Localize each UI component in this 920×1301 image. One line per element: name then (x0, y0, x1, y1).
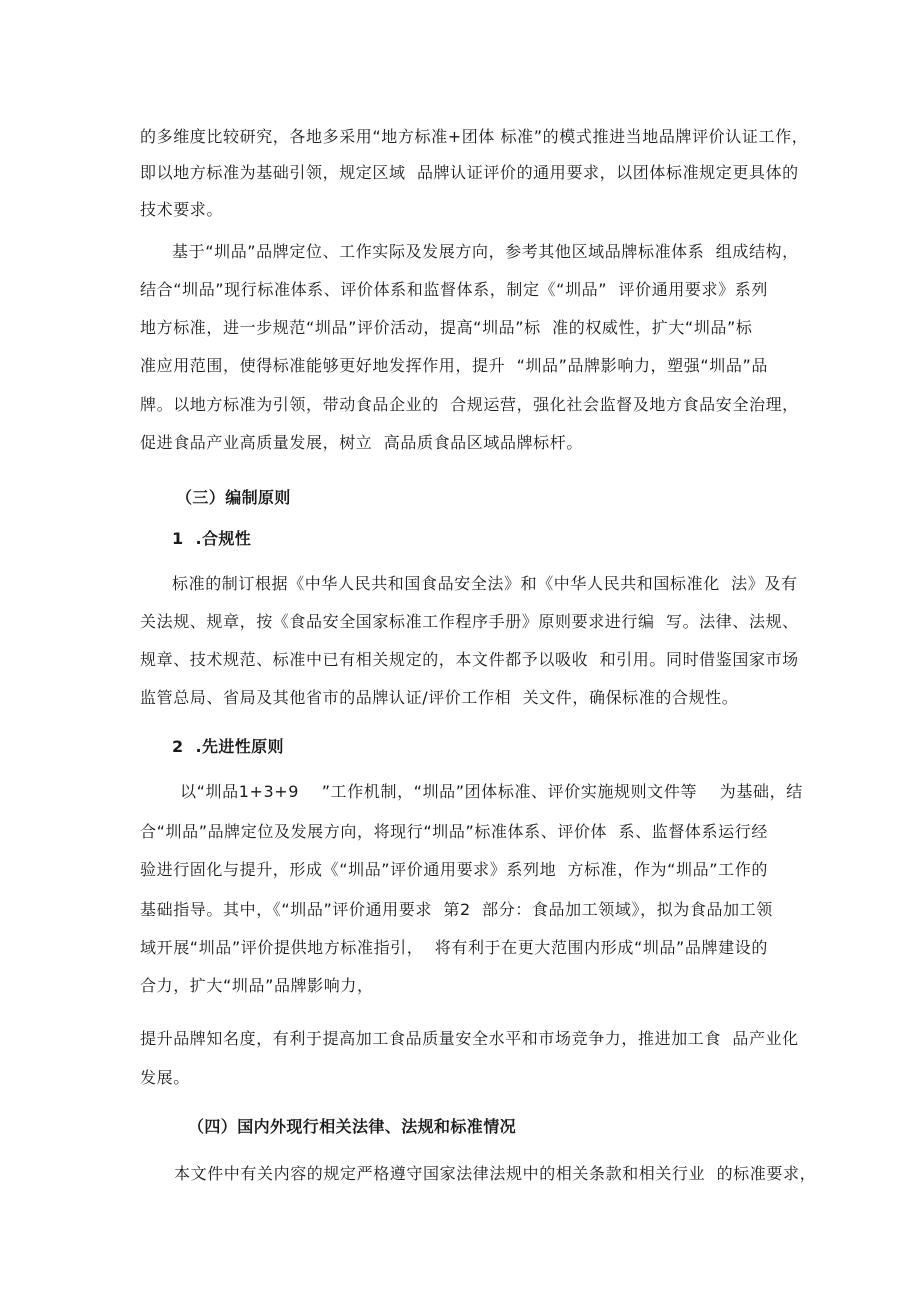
paragraph-line: 促进食品产业高质量发展，树立 高品质食品区域品牌标杆。 (140, 433, 583, 452)
subsection-heading: 2 .先进性原则 (172, 737, 284, 756)
paragraph-line: 监管总局、省局及其他省市的品牌认证/评价工作相 关文件，确保标准的合规性。 (140, 688, 739, 707)
paragraph-line: 的多维度比较研究，各地多采用“地方标准+团体 标准”的模式推进当地品牌评价认证工作， (140, 127, 809, 146)
paragraph-line: 基础指导。其中，《“圳品”评价通用要求 第2 部分：食品加工领域》，拟为食品加工领 (140, 900, 773, 919)
paragraph-line: 合力，扩大“圳品”品牌影响力， (140, 976, 374, 995)
paragraph-line: 以“圳品1+3+9 ”工作机制，“圳品”团体标准、评价实施规则文件等 为基础，结 (180, 782, 803, 801)
paragraph-line: 规章、技术规范、标准中已有相关规定的，本文件都予以吸收 和引用。同时借鉴国家市场 (140, 650, 799, 669)
paragraph-line: 牌。以地方标准为引领，带动食品企业的 合规运营，强化社会监督及地方食品安全治理， (140, 395, 799, 414)
section-heading: （四）国内外现行相关法律、法规和标准情况 (188, 1117, 517, 1136)
paragraph-line: 验进行固化与提升，形成《“圳品”评价通用要求》系列地 方标准，作为“圳品”工作的 (140, 860, 768, 879)
paragraph-line: 结合“圳品”现行标准体系、评价体系和监督体系，制定《“圳品” 评价通用要求》系列 (140, 280, 768, 299)
paragraph-line: 地方标准，进一步规范“圳品”评价活动，提高“圳品”标 准的权威性，扩大“圳品”标 (140, 318, 753, 337)
paragraph-line: 合“圳品”品牌定位及发展方向，将现行“圳品”标准体系、评价体 系、监督体系运行经 (140, 822, 768, 841)
paragraph-line: 基于“圳品”品牌定位、工作实际及发展方向，参考其他区域品牌标准体系 组成结构， (172, 242, 799, 261)
paragraph-line: 技术要求。 (140, 200, 224, 219)
paragraph-line: 发展。 (140, 1068, 190, 1087)
paragraph-line: 即以地方标准为基础引领，规定区域 品牌认证评价的通用要求，以团体标准规定更具体的 (140, 163, 799, 182)
paragraph-line: 准应用范围，使得标准能够更好地发挥作用，提升 “圳品”品牌影响力，塑强“圳品”品 (140, 356, 768, 375)
paragraph-line: 本文件中有关内容的规定严格遵守国家法律法规中的相关条款和相关行业 的标准要求， (174, 1164, 817, 1183)
subsection-heading: 1 .合规性 (172, 529, 252, 548)
section-heading: （三）编制原则 (176, 488, 291, 507)
paragraph-line: 标准的制订根据《中华人民共和国食品安全法》和《中华人民共和国标准化 法》及有 (172, 574, 798, 593)
paragraph-line: 域开展“圳品”评价提供地方标准指引， 将有利于在更大范围内形成“圳品”品牌建设的 (140, 938, 768, 957)
paragraph-line: 关法规、规章，按《食品安全国家标准工作程序手册》原则要求进行编 写。法律、法规、 (140, 612, 799, 631)
paragraph-line: 提升品牌知名度，有利于提高加工食品质量安全水平和市场竞争力，推进加工食 品产业化 (140, 1029, 799, 1048)
